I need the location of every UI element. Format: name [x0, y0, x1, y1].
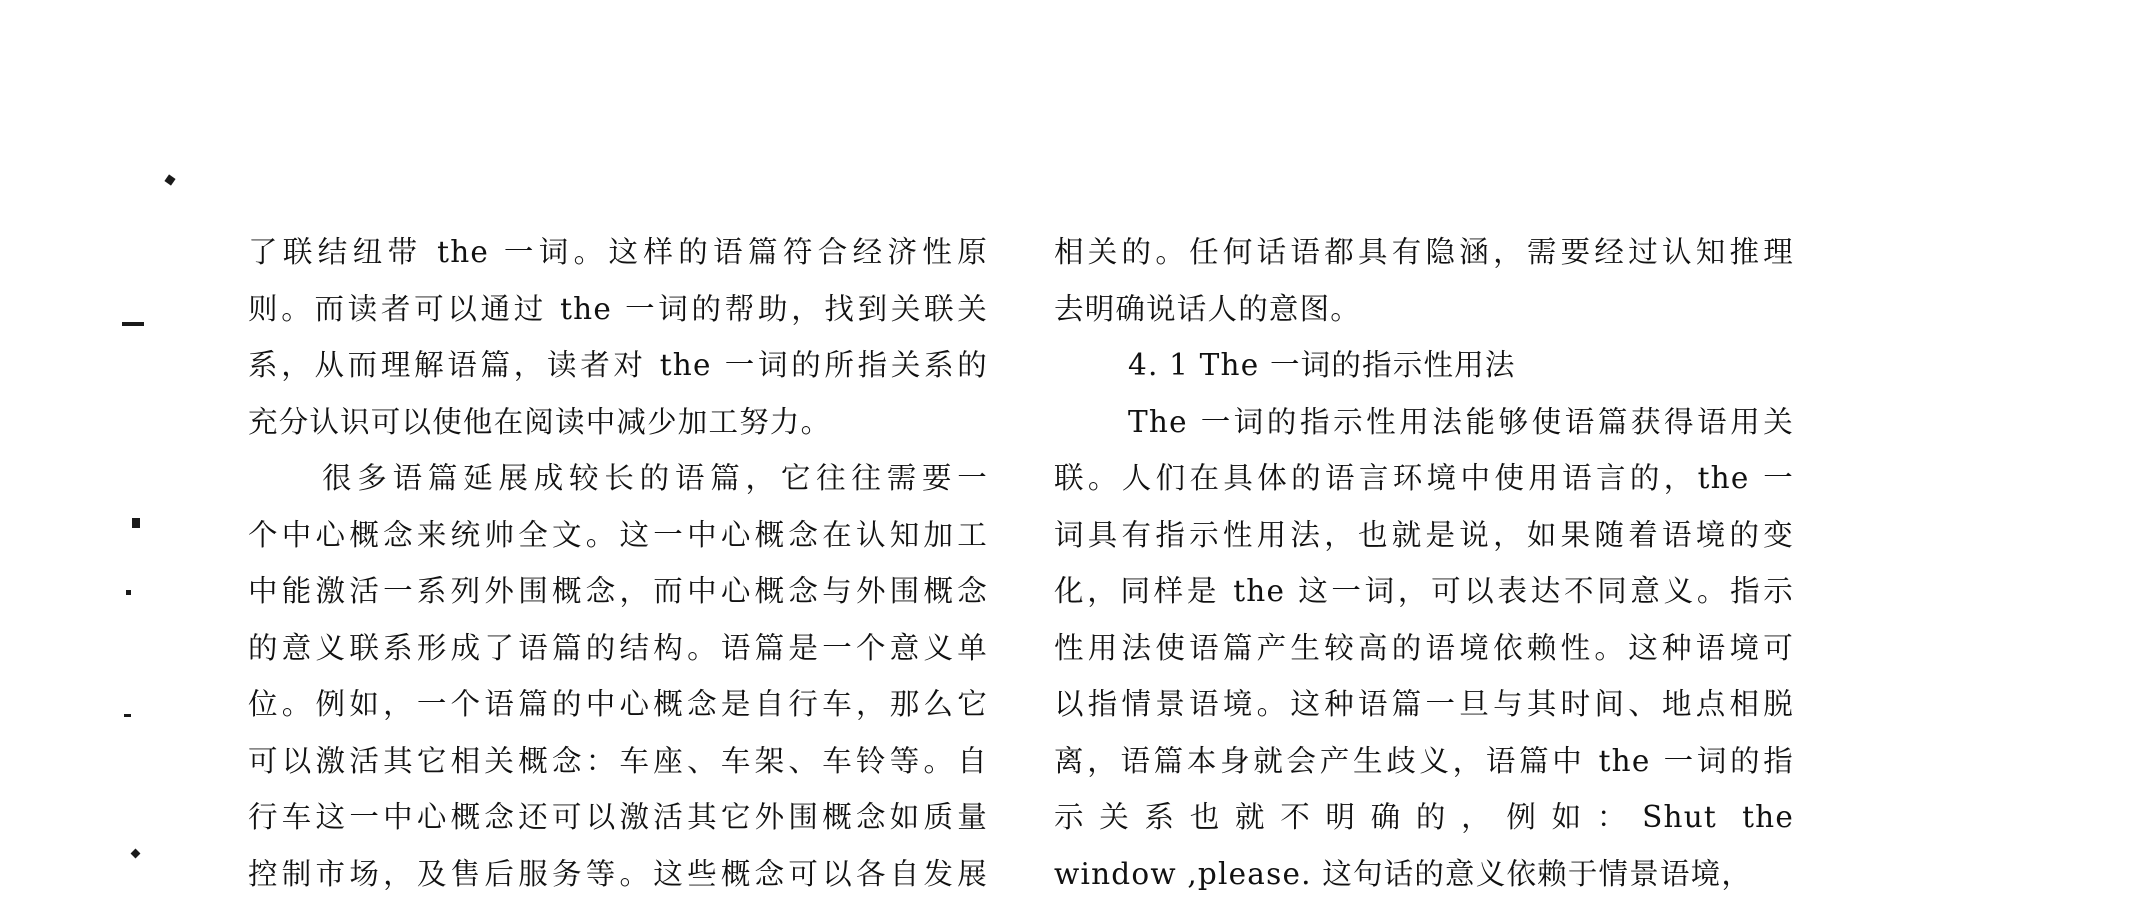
text-line: 了联结纽带 the 一词。这样的语篇符合经济性原: [248, 224, 988, 281]
scan-speck: [131, 849, 141, 859]
text-line: window ,please. 这句话的意义依赖于情景语境，: [1054, 846, 1794, 902]
text-line: 位。例如，一个语篇的中心概念是自行车，那么它: [248, 676, 988, 733]
text-line: 化，同样是 the 这一词，可以表达不同意义。指示: [1054, 563, 1794, 620]
text-line: 去明确说话人的意图。: [1054, 281, 1794, 338]
text-line: 系，从而理解语篇，读者对 the 一词的所指关系的: [248, 337, 988, 394]
scan-speck: [124, 714, 131, 717]
text-line: 相关的。任何话语都具有隐涵，需要经过认知推理: [1054, 224, 1794, 281]
text-line: 离，语篇本身就会产生歧义，语篇中 the 一词的指: [1054, 733, 1794, 790]
text-line: 示关系也就不明确的，例如：Shut the: [1054, 789, 1794, 846]
left-text-column: [248, 224, 988, 902]
paragraph-first-line: The 一词的指示性用法能够使语篇获得语用关: [1054, 394, 1794, 451]
scan-speck: [132, 518, 140, 528]
text-line: 以指情景语境。这种语篇一旦与其时间、地点相脱: [1054, 676, 1794, 733]
right-text-column: [1054, 224, 1794, 902]
text-line: 控制市场，及售后服务等。这些概念可以各自发展: [248, 846, 988, 902]
text-line: 充分认识可以使他在阅读中减少加工努力。: [248, 394, 988, 451]
paragraph-first-line: 很多语篇延展成较长的语篇，它往往需要一: [248, 450, 988, 507]
text-line: 词具有指示性用法，也就是说，如果随着语境的变: [1054, 507, 1794, 564]
scan-speck: [164, 174, 175, 185]
text-line: 行车这一中心概念还可以激活其它外围概念如质量: [248, 789, 988, 846]
text-line: 联。人们在具体的语言环境中使用语言的，the 一: [1054, 450, 1794, 507]
scan-speck: [122, 322, 144, 326]
text-line: 可以激活其它相关概念：车座、车架、车铃等。自: [248, 733, 988, 790]
scan-speck: [126, 590, 131, 595]
faint-watermark: [1160, 830, 1720, 900]
text-line: 中能激活一系列外围概念，而中心概念与外围概念: [248, 563, 988, 620]
text-line: 的意义联系形成了语篇的结构。语篇是一个意义单: [248, 620, 988, 677]
text-line: 性用法使语篇产生较高的语境依赖性。这种语境可: [1054, 620, 1794, 677]
text-line: 则。而读者可以通过 the 一词的帮助，找到关联关: [248, 281, 988, 338]
text-line: 个中心概念来统帅全文。这一中心概念在认知加工: [248, 507, 988, 564]
section-heading: 4. 1 The 一词的指示性用法: [1054, 337, 1794, 394]
